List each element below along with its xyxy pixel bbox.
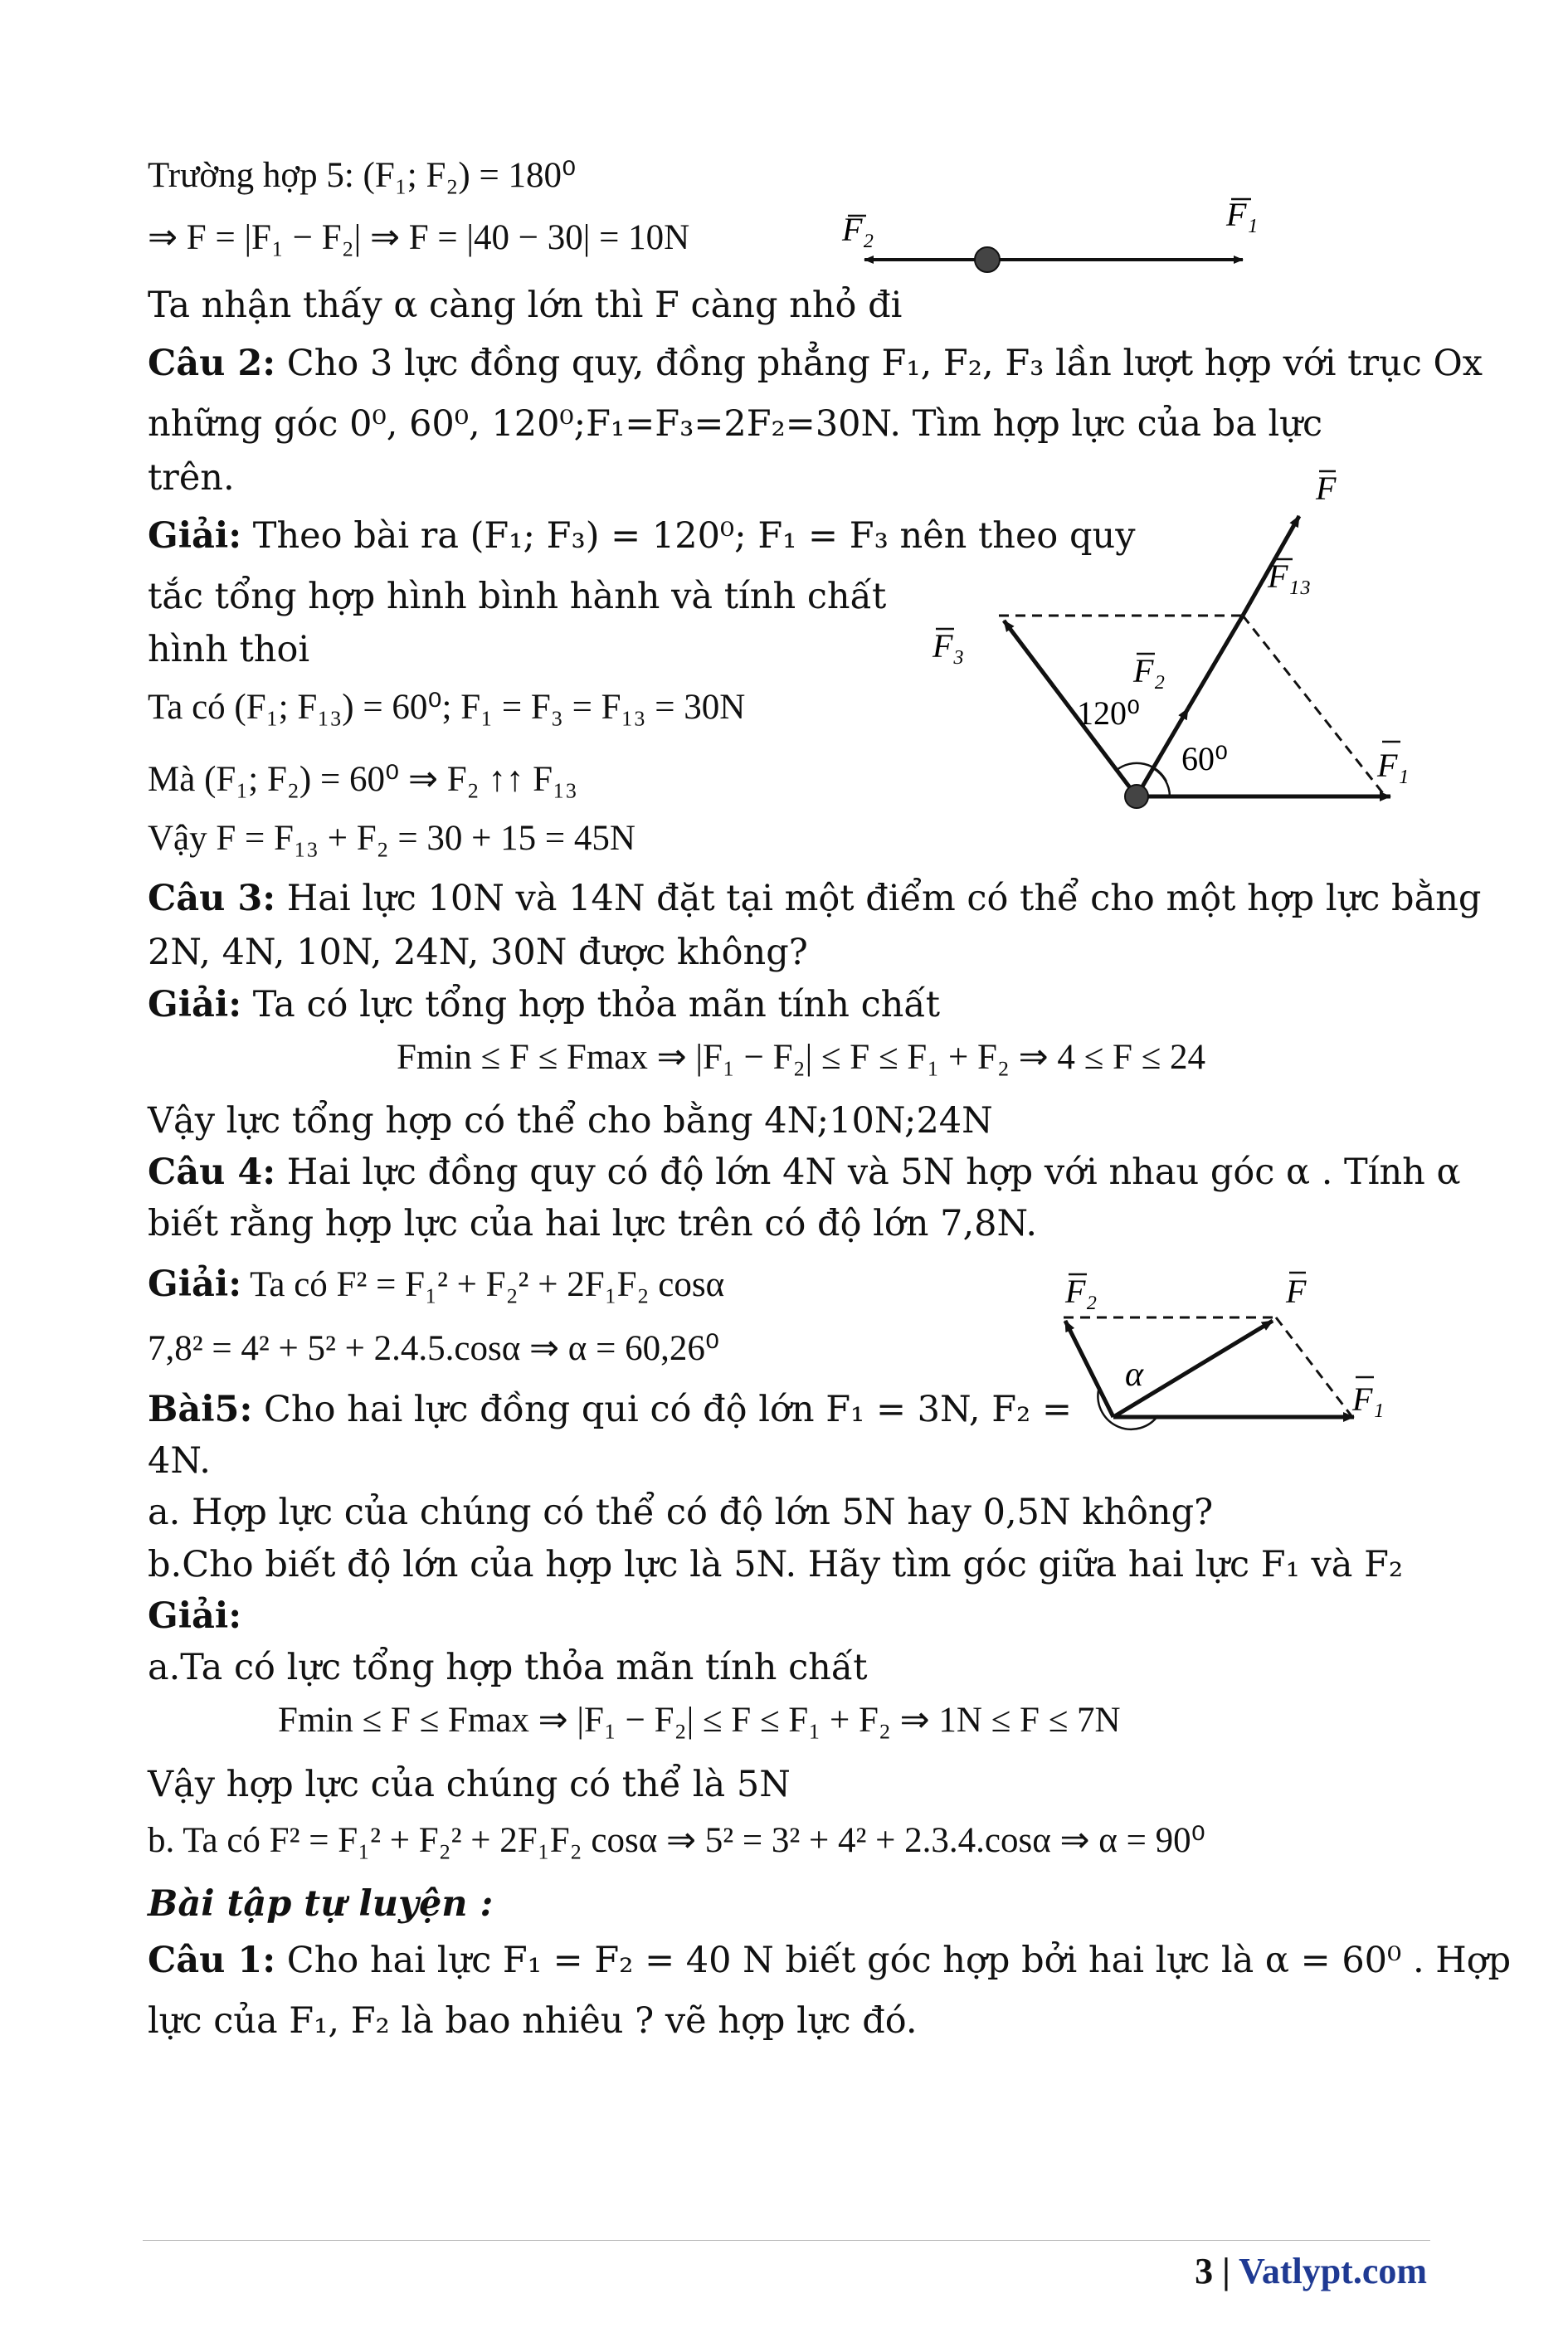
text-line-18 — [148, 1149, 1461, 1195]
text-line-15 — [148, 981, 940, 1028]
solution-text: Ta có F² = F₁² + F₂² + 2F₁F₂ cosα — [241, 1265, 725, 1304]
text-line-23: 4N. — [148, 1440, 211, 1482]
solution-text: Ta có lực tổng hợp thỏa mãn tính chất — [241, 984, 940, 1025]
footer-divider — [143, 2240, 1430, 2241]
exercise-label: Bài5: — [148, 1389, 253, 1430]
figure-three-forces — [921, 465, 1452, 830]
site-name: Vatlypt.com — [1239, 2251, 1427, 2291]
force-f13-segment — [1188, 616, 1243, 709]
text-line-33: lực của F₁, F₂ là bao nhiêu ? vẽ hợp lực đó. — [148, 2000, 918, 2042]
question-text: Hai lực 10N và 14N đặt tại một điểm có thể cho một hợp lực bằng — [275, 878, 1482, 919]
label-angle-60: 60⁰ — [1181, 740, 1229, 777]
solution-text: Theo bài ra (F₁; F₃) = 120⁰; F₁ = F₃ nên theo quy — [241, 515, 1136, 557]
text-line-6: trên. — [148, 457, 235, 499]
application-point — [1125, 785, 1148, 808]
text-line-16: Fmin ≤ F ≤ Fmax ⇒ |F₁ − F₂| ≤ F ≤ F₁ + F₂ ⇒ 4 ≤ F ≤ 24 — [397, 1038, 1205, 1077]
text-line-5: những góc 0⁰, 60⁰, 120⁰;F₁=F₃=2F₂=30N. Tìm hợp lực của ba lực — [148, 403, 1323, 445]
text-line-12: Vậy F = F₁₃ + F₂ = 30 + 15 = 45N — [148, 819, 635, 858]
solution-label: Giải: — [148, 1264, 242, 1305]
question-label: Câu 1: — [148, 1940, 276, 1981]
question-label: Câu 2: — [148, 343, 276, 384]
text-line-22 — [148, 1386, 1072, 1433]
label-f2: F₂ — [1133, 652, 1166, 689]
text-line-21: 7,8² = 4² + 5² + 2.4.5.cosα ⇒ α = 60,26⁰ — [148, 1329, 720, 1368]
text-line-27: a.Ta có lực tổng hợp thỏa mãn tính chất — [148, 1647, 868, 1688]
text-line-3: Ta nhận thấy α càng lớn thì F càng nhỏ đi — [148, 285, 903, 326]
label-alpha: α — [1125, 1356, 1144, 1394]
label-f13: F₁₃ — [1268, 558, 1312, 595]
label-angle-120: 120⁰ — [1077, 694, 1141, 732]
text-line-28: Fmin ≤ F ≤ Fmax ⇒ |F₁ − F₂| ≤ F ≤ F₁ + F₂ ⇒ 1N ≤ F ≤ 7N — [278, 1701, 1121, 1740]
text-line-10: Ta có (F₁; F₁₃) = 60⁰; F₁ = F₃ = F₁₃ = 30N — [148, 688, 746, 727]
force-f2-arrow — [1137, 709, 1188, 796]
text-line-17: Vậy lực tổng hợp có thể cho bằng 4N;10N;24N — [148, 1100, 993, 1142]
figure-two-forces-alpha — [1045, 1244, 1410, 1435]
label-f: F — [1286, 1273, 1307, 1310]
text-line-25: b.Cho biết độ lớn của hợp lực là 5N. Hãy tìm góc giữa hai lực F₁ và F₂ — [148, 1544, 1404, 1585]
solution-label: Giải: — [148, 515, 242, 557]
text-line-14: 2N, 4N, 10N, 24N, 30N được không? — [148, 932, 808, 973]
text-line-4 — [148, 340, 1483, 387]
question-label: Câu 3: — [148, 878, 276, 919]
text-line-20 — [148, 1261, 724, 1308]
text-line-30: b. Ta có F² = F₁² + F₂² + 2F₁F₂ cosα ⇒ 5² = 3² + 4² + 2.3.4.cosα ⇒ α = 90⁰ — [148, 1821, 1205, 1860]
text-line-11: Mà (F₁; F₂) = 60⁰ ⇒ F₂ ↑↑ F₁₃ — [148, 760, 578, 799]
footer — [1195, 2250, 1427, 2292]
question-text: Cho 3 lực đồng quy, đồng phẳng F₁, F₂, F₃ lần lượt hợp với trục Ox — [275, 343, 1483, 384]
label-f1: F₁ — [1352, 1381, 1385, 1418]
text-line-8: tắc tổng hợp hình bình hành và tính chất — [148, 576, 887, 617]
question-label: Câu 4: — [148, 1152, 276, 1193]
label-f3: F₃ — [933, 627, 965, 665]
dashed-line-right — [1243, 616, 1385, 796]
label-f1: F₁ — [1377, 747, 1410, 784]
force-f2-arrow — [1065, 1321, 1113, 1417]
label-f2: F₂ — [842, 211, 874, 248]
solution-label: Giải: — [148, 984, 242, 1025]
text-line-24: a. Hợp lực của chúng có thể có độ lớn 5N hay 0,5N không? — [148, 1492, 1214, 1533]
text-line-32 — [148, 1937, 1511, 1984]
text-line-13 — [148, 875, 1481, 922]
dashed-line-right — [1276, 1317, 1352, 1417]
text-line-2: ⇒ F = |F₁ − F₂| ⇒ F = |40 − 30| = 10N — [148, 218, 690, 257]
question-text: Hai lực đồng quy có độ lớn 4N và 5N hợp với nhau góc α . Tính α — [275, 1152, 1461, 1193]
text-line-26: Giải: — [148, 1595, 242, 1637]
text-line-19: biết rằng hợp lực của hai lực trên có độ lớn 7,8N. — [148, 1203, 1038, 1244]
text-line-1: Trường hợp 5: (F₁; F₂) = 180⁰ — [148, 156, 577, 195]
label-f1: F₁ — [1226, 196, 1259, 233]
question-text: Cho hai lực F₁ = F₂ = 40 N biết góc hợp bởi hai lực là α = 60⁰ . Hợp — [275, 1940, 1512, 1981]
label-f: F — [1316, 470, 1337, 507]
application-point — [975, 247, 1000, 272]
exercise-text: Cho hai lực đồng qui có độ lớn F₁ = 3N, F₂ = — [252, 1389, 1072, 1430]
label-f2: F₂ — [1065, 1273, 1098, 1310]
page-number: 3 | — [1195, 2251, 1239, 2291]
text-line-29: Vậy hợp lực của chúng có thể là 5N — [148, 1764, 791, 1805]
text-line-9: hình thoi — [148, 629, 310, 670]
figure-opposite-forces — [830, 183, 1294, 274]
text-line-31: Bài tập tự luyện : — [148, 1883, 494, 1925]
